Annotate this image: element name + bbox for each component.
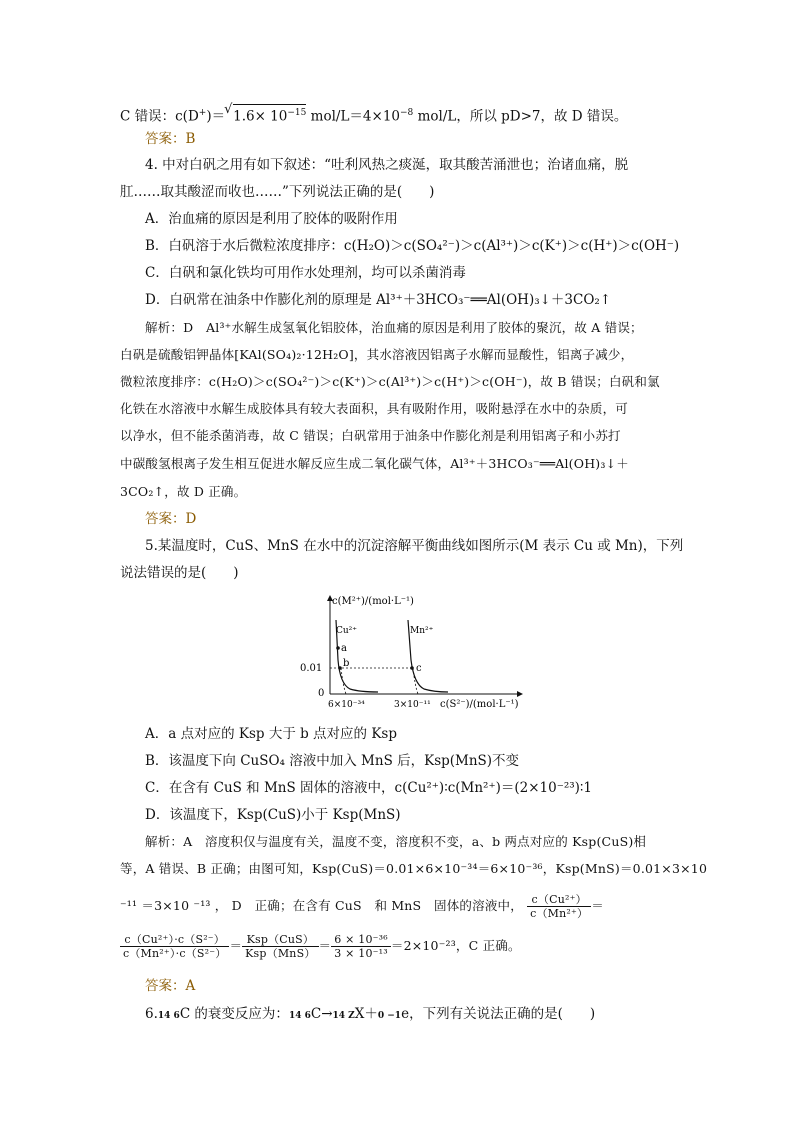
q4-explanation-line2: 白矾是硫酸铝钾晶体[KAl(SO₄)₂·12H₂O]，其水溶液因铝离子水解而显酸性，铝离子减少， [120, 347, 634, 362]
point-c [410, 666, 414, 670]
q4-explanation-line1: 解析：D Al³⁺水解生成氢氧化铝胶体，治血痛的原因是利用了胶体的聚沉，故 A 错误； [145, 320, 643, 335]
solubility-equilibrium-chart [298, 590, 528, 714]
q4-stem-line2: 肛……取其酸涩而收也……”下列说法正确的是( ) [120, 184, 435, 200]
q4-explanation-line3: 微粒浓度排序：c(H₂O)＞c(SO₄²⁻)＞c(K⁺)＞c(Al³⁺)＞c(H⁺)＞c(OH⁻)，故 B 错误；白矾和氯 [120, 374, 660, 389]
q4-explanation-line5: 以净水，但不能杀菌消毒，故 C 错误；白矾常用于油条中作膨化剂是利用铝离子和小苏打 [120, 428, 621, 443]
q5-explanation-line2: 等，A 错误、B 正确；由图可知，Ksp(CuS)＝0.01×6×10⁻³⁴＝6×10⁻³⁶，Ksp(MnS)＝0.01×3×10 [120, 861, 708, 876]
q5-stem-line1: 5.某温度时，CuS、MnS 在水中的沉淀溶解平衡曲线如图所示(M 表示 Cu 或 Mn)，下列 [145, 538, 684, 554]
nuclide-c14-a: 14 6 [157, 1011, 180, 1021]
q6-stem: 6.14 6C 的衰变反应为：14 6C→14 ZX＋0 −1e，下列有关说法正确的是( ) [145, 1006, 596, 1022]
nuclide-e: 0 −1 [377, 1011, 402, 1021]
fraction-values: $\frac{\text{6 × 10⁻³⁶}}{\text{3 × 10⁻¹³}}$ [331, 933, 391, 960]
q4-answer: 答案：D [145, 511, 197, 527]
q5-option-a: A．a 点对应的 Ksp 大于 b 点对应的 Ksp [145, 726, 397, 742]
q5-explanation-line3: ⁻¹¹ ＝3×10 ⁻¹³ ， D 正确；在含有 CuS 和 MnS 固体的溶液中， $\frac{\text{c（Cu²⁺）}}{\text{c（Mn²⁺）}}$ ＝ [120, 893, 604, 920]
fraction-cu-mn: $\frac{\text{c（Cu²⁺）}}{\text{c（Mn²⁺）}}$ [527, 893, 591, 920]
q5-explanation-line1: 解析：A 溶度积仅与温度有关，温度不变，溶度积不变，a、b 两点对应的 Ksp(CuS)相 [145, 834, 647, 849]
q4-explanation-line6: 中碳酸氢根离子发生相互促进水解反应生成二氧化碳气体，Al³⁺＋3HCO₃⁻══Al(OH)₃↓＋ [120, 456, 629, 471]
q5-answer: 答案：A [145, 978, 196, 994]
nuclide-c14-b: 14 6 [288, 1011, 311, 1021]
q4-option-c: C．白矾和氯化铁均可用作水处理剂，均可以杀菌消毒 [145, 265, 466, 281]
q5-option-b: B．该温度下向 CuSO₄ 溶液中加入 MnS 后，Ksp(MnS)不变 [145, 753, 520, 769]
q3-continuation-line: C 错误：c(D+)＝ √ $1.6\times 10^{-15}$ mol/$L=4\times 10^{-8}$ mol/L，所以 pD>7，故 D 错误。 [120, 102, 628, 125]
origin-label: 0 [318, 688, 325, 699]
q3-answer: 答案：B [145, 131, 196, 147]
y-axis-label: c(M²⁺)/(mol·L⁻¹) [332, 596, 414, 607]
x-axis-label: c(S²⁻)/(mol·L⁻¹) [440, 699, 519, 710]
q5-stem-line2: 说法错误的是( ) [120, 565, 239, 581]
point-b [338, 666, 342, 670]
y-tick-label: 0.01 [300, 663, 323, 674]
x-tick-label-mn: 3×10⁻¹¹ [394, 700, 431, 710]
q4-option-a: A．治血痛的原因是利用了胶体的吸附作用 [145, 211, 398, 227]
fraction-product: $\frac{\text{c（Cu²⁺）·c（S²⁻）}}{\text{c（Mn²⁺）·c（S²⁻）}}$ [120, 933, 229, 960]
guide-cu [341, 668, 346, 694]
nuclide-x: 14 Z [332, 1011, 355, 1021]
q4-stem-line1: 4. 中对白矾之用有如下叙述：“吐利风热之痰涎，取其酸苦涌泄也；治诸血痛，脱 [145, 157, 629, 173]
x-tick-label-cu: 6×10⁻³⁴ [328, 700, 365, 710]
q4-explanation-line4: 化铁在水溶液中水解生成胶体具有较大表面积，具有吸附作用，吸附悬浮在水中的杂质，可 [120, 401, 629, 416]
fraction-ksp: $\frac{\text{Ksp（CuS）}}{\text{Ksp（MnS）}}$ [242, 933, 318, 960]
series-label-cu: Cu²⁺ [336, 626, 358, 636]
q5-option-c: C．在含有 CuS 和 MnS 固体的溶液中，c(Cu²⁺)∶c(Mn²⁺)＝(2×10⁻²³)∶1 [145, 780, 593, 796]
point-c-label: c [416, 663, 422, 674]
q5-option-d: D．该温度下，Ksp(CuS)小于 Ksp(MnS) [145, 807, 401, 823]
q4-option-d: D．白矾常在油条中作膨化剂的原理是 Al³⁺＋3HCO₃⁻══Al(OH)₃↓＋3CO₂↑ [145, 292, 612, 308]
point-a-label: a [341, 643, 347, 654]
series-label-mn: Mn²⁺ [410, 626, 434, 636]
q5-explanation-line4: $\frac{\text{c（Cu²⁺）·c（S²⁻）}}{\text{c（Mn²⁺）·c（S²⁻）}}$ ＝ $\frac{\text{Ksp（CuS）}}{\text{Ksp（MnS）}}$ ＝ $\frac{\text{6 × 10⁻³⁶}}{\text{3 × 10⁻¹³}}$ ＝2×10⁻²³，C 正确。 [120, 933, 521, 960]
point-a [336, 646, 340, 650]
point-b-label: b [343, 658, 350, 669]
q4-option-b: B．白矾溶于水后微粒浓度排序：c(H₂O)＞c(SO₄²⁻)＞c(Al³⁺)＞c(K⁺)＞c(H⁺)＞c(OH⁻) [145, 238, 680, 254]
q4-explanation-line7: 3CO₂↑，故 D 正确。 [120, 484, 247, 499]
